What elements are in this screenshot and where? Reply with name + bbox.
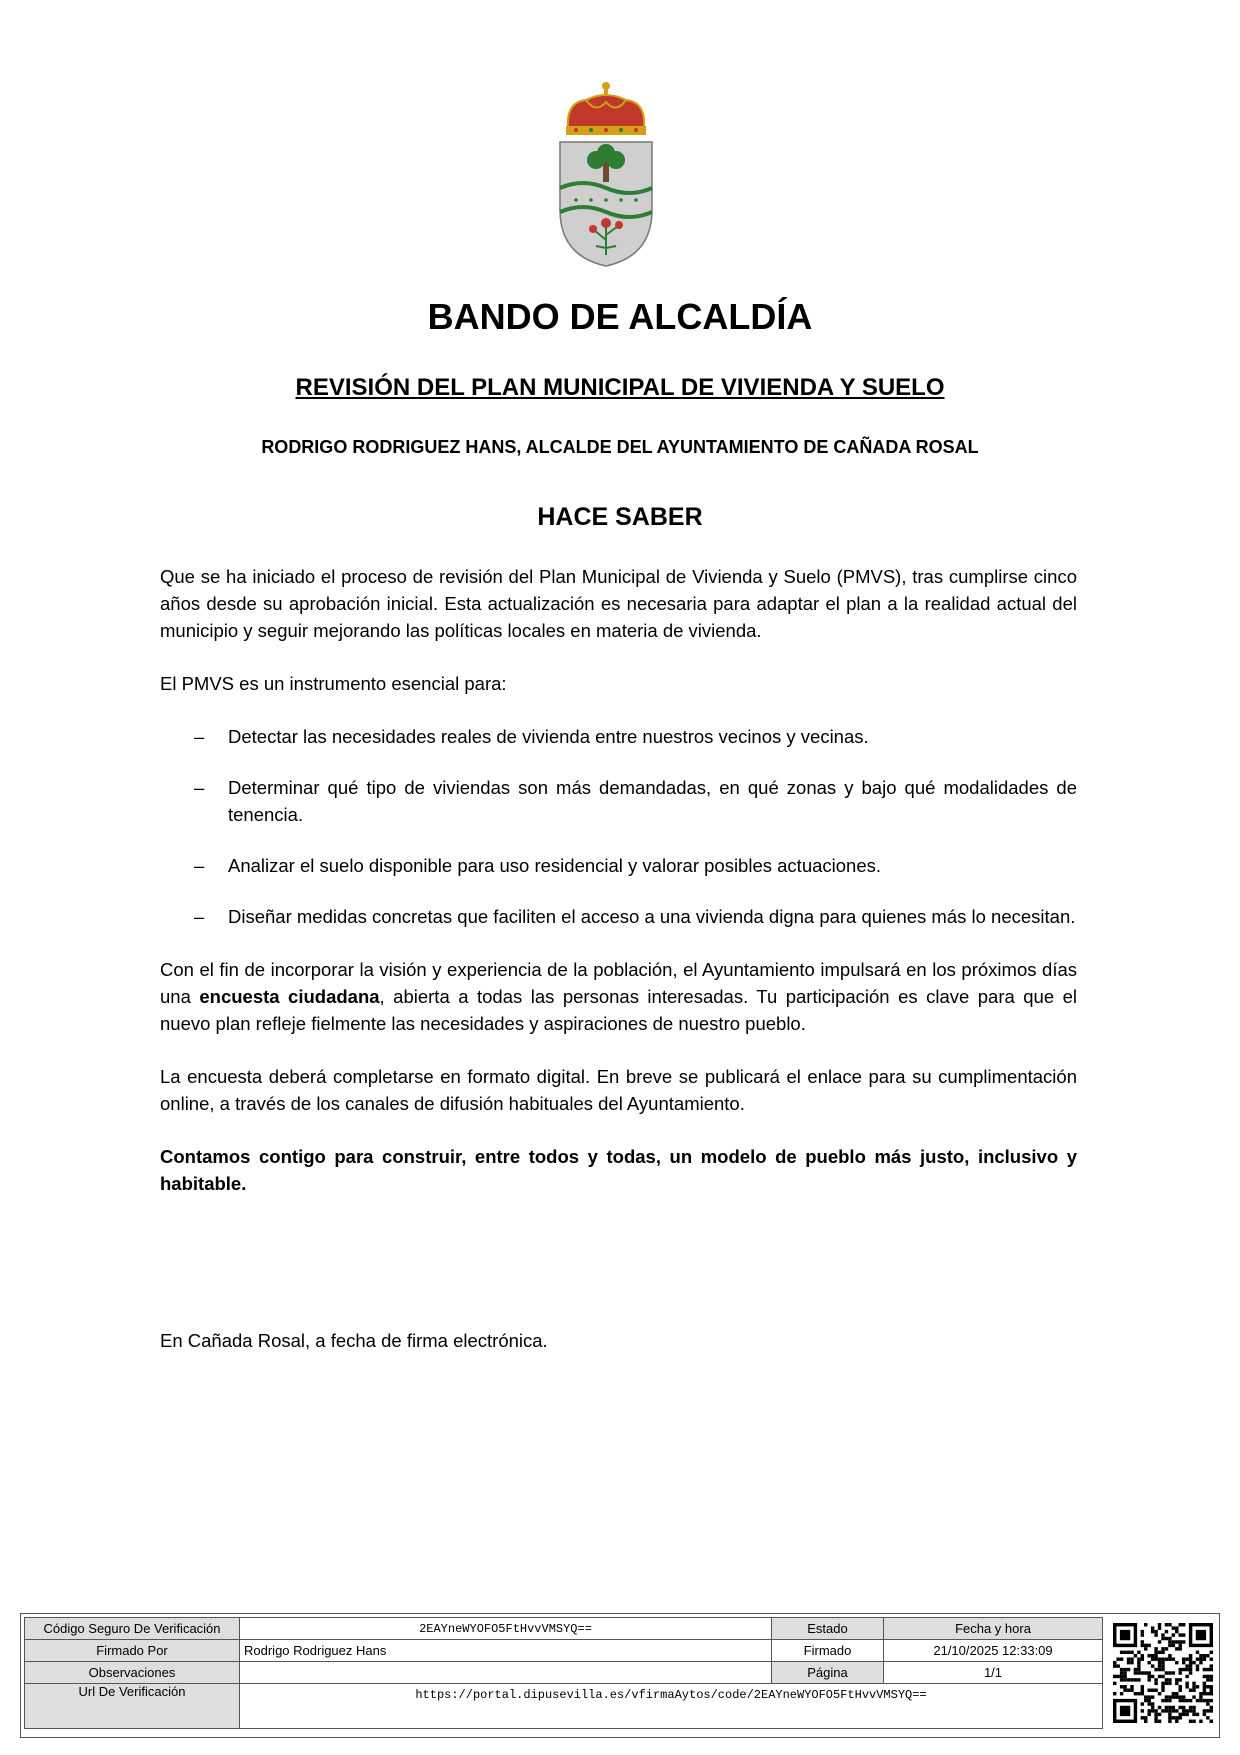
table-row [25, 1640, 1103, 1662]
hace-saber-heading: HACE SABER [537, 503, 703, 531]
verification-table [24, 1617, 1103, 1729]
pagina-value: 1/1 [884, 1662, 1103, 1684]
pagina-label: Página [772, 1662, 884, 1684]
dash-marker: – [194, 726, 205, 747]
document-title: BANDO DE ALCALDÍA [427, 296, 813, 337]
paragraph-intro: Que se ha iniciado el proceso de revisión del Plan Municipal de Vivienda y Suelo (PMVS), tras cumplirse cinco años desde su aprobación inicial. Esta actualización es necesaria para adaptar el plan a la realidad actual del municipio y seguir mejorando las políticas locales en materia de vivienda. [160, 566, 1077, 641]
survey-emphasis: encuesta ciudadana [199, 986, 380, 1007]
firmado-por-label: Firmado Por [25, 1640, 240, 1662]
list-item: – Detectar las necesidades reales de vivienda entre nuestros vecinos y vecinas. [160, 723, 1077, 750]
closing-statement: Contamos contigo para construir, entre todos y todas, un modelo de pueblo más justo, inclusivo y habitable. [160, 1146, 1077, 1194]
fecha-label: Fecha y hora [884, 1618, 1103, 1640]
dash-marker: – [194, 855, 205, 876]
estado-label: Estado [772, 1618, 884, 1640]
paragraph-digital: La encuesta deberá completarse en formato digital. En breve se publicará el enlace para su cumplimentación online, a través de los canales de difusión habituales del Ayuntamiento. [160, 1066, 1077, 1114]
table-row [25, 1662, 1103, 1684]
dash-marker: – [194, 906, 205, 927]
verification-url[interactable]: https://portal.dipusevilla.es/vfirmaAytos/code/2EAYneWYOFO5FtHvvVMSYQ== [240, 1684, 1103, 1729]
list-item: – Determinar qué tipo de viviendas son más demandadas, en qué zonas y bajo qué modalidades de tenencia. [160, 774, 1077, 828]
document-body [160, 563, 1077, 1223]
table-row [25, 1684, 1103, 1729]
objectives-list [160, 723, 1077, 930]
list-item: – Analizar el suelo disponible para uso residencial y valorar posibles actuaciones. [160, 852, 1077, 879]
sign-date: En Cañada Rosal, a fecha de firma electrónica. [160, 1330, 548, 1351]
verification-box [20, 1613, 1220, 1738]
qr-code-icon [1113, 1623, 1213, 1723]
csv-label: Código Seguro De Verificación [25, 1618, 240, 1640]
paragraph-survey: Con el fin de incorporar la visión y experiencia de la población, el Ayuntamiento impulsará en los próximos días una encuesta ciudadana, abierta a todas las personas interesadas. Tu participación es clave para que el nuevo plan refleje fielmente las necesidades y aspiraciones de nuestro pueblo. [160, 959, 1078, 1034]
list-item: – Diseñar medidas concretas que faciliten el acceso a una vivienda digna para quienes más lo necesitan. [160, 903, 1077, 930]
table-row [25, 1618, 1103, 1640]
estado-value: Firmado [772, 1640, 884, 1662]
url-label: Url De Verificación [25, 1684, 240, 1729]
observaciones-value [240, 1662, 772, 1684]
document-subtitle: REVISIÓN DEL PLAN MUNICIPAL DE VIVIENDA Y SUELO [295, 374, 945, 401]
mayor-line: RODRIGO RODRIGUEZ HANS, ALCALDE DEL AYUNTAMIENTO DE CAÑADA ROSAL [261, 437, 979, 457]
observaciones-label: Observaciones [25, 1662, 240, 1684]
coat-of-arms-crest [556, 80, 656, 270]
dash-marker: – [194, 777, 205, 798]
fecha-value: 21/10/2025 12:33:09 [884, 1640, 1103, 1662]
paragraph-pmvs: El PMVS es un instrumento esencial para: [160, 673, 507, 694]
csv-value: 2EAYneWYOFO5FtHvvVMSYQ== [240, 1618, 772, 1640]
firmado-por-value: Rodrigo Rodriguez Hans [240, 1640, 772, 1662]
